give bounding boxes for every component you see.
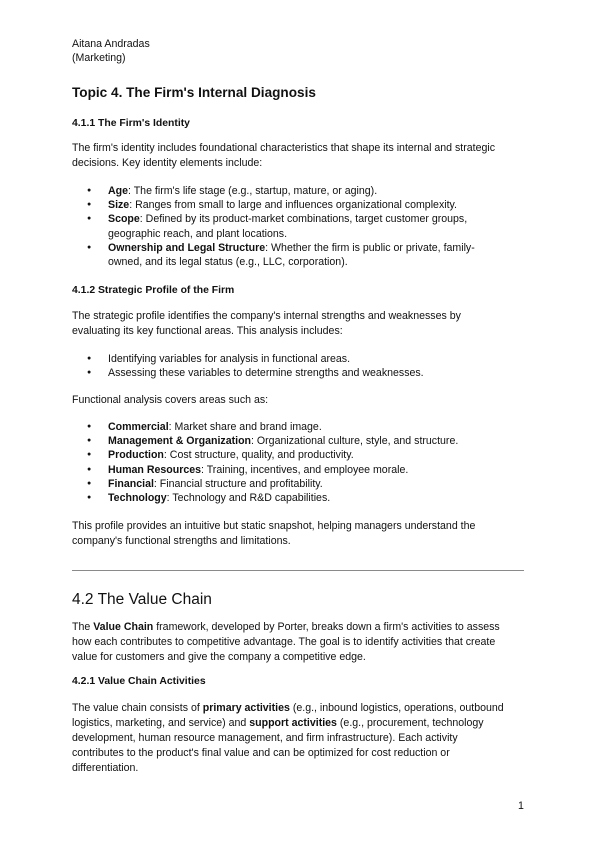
list-item: ● Identifying variables for analysis in functional areas. bbox=[72, 352, 528, 366]
list-item bbox=[72, 491, 528, 505]
item-text: : Defined by its product-market combinations, target customer groups, geographic reach, and plant locations. bbox=[108, 213, 468, 240]
list-item bbox=[72, 212, 494, 240]
course-label: (Marketing) bbox=[72, 52, 126, 64]
s42-para-line3: value for customers and give the company a competitive edge. bbox=[72, 651, 366, 663]
s421-line5: differentiation. bbox=[72, 762, 139, 774]
s421-line4: contributes to the product's final value and can be optimized for cost reduction or bbox=[72, 747, 450, 759]
s421-line2 bbox=[72, 716, 484, 730]
identity-list bbox=[72, 184, 528, 269]
section-4-2-title: 4.2 The Value Chain bbox=[72, 591, 212, 608]
topic-title: Topic 4. The Firm's Internal Diagnosis bbox=[72, 85, 316, 100]
item-text: : Financial structure and profitability. bbox=[153, 477, 323, 490]
item-term: Size bbox=[108, 199, 130, 212]
section-4-1-2-title: 4.1.2 Strategic Profile of the Firm bbox=[72, 285, 235, 296]
s412-intro-line1: The strategic profile identifies the company's internal strengths and weaknesses by bbox=[72, 310, 461, 322]
s412-intro-line2: evaluating its key functional areas. This analysis includes: bbox=[72, 325, 343, 337]
item-text: : Organizational culture, style, and structure. bbox=[251, 435, 459, 448]
list-item bbox=[72, 184, 528, 198]
text-run: The value chain consists of bbox=[72, 702, 203, 714]
functional-areas-list bbox=[72, 420, 528, 505]
list-item: ● Assessing these variables to determine strengths and weaknesses. bbox=[72, 366, 528, 380]
text-run: (e.g., procurement, technology bbox=[336, 717, 484, 729]
item-text: : Technology and R&D capabilities. bbox=[166, 492, 331, 505]
section-4-1-1-title: 4.1.1 The Firm's Identity bbox=[72, 118, 190, 129]
text-run: framework, developed by Porter, breaks down a firm's activities to assess bbox=[153, 621, 500, 633]
section-divider bbox=[72, 570, 524, 571]
author-name: Aitana Andradas bbox=[72, 38, 150, 50]
text-run-bold: support activities bbox=[249, 717, 337, 729]
section-4-2-1-title: 4.2.1 Value Chain Activities bbox=[72, 676, 206, 687]
list-item bbox=[72, 434, 528, 448]
text-run: The bbox=[72, 621, 94, 633]
list-item bbox=[72, 477, 528, 491]
item-term: Technology bbox=[108, 492, 167, 505]
closing-line2: company's functional strengths and limitations. bbox=[72, 535, 291, 547]
item-text: : Ranges from small to large and influences organizational complexity. bbox=[129, 199, 457, 212]
s421-line3: development, human resource management, and firm infrastructure). Each activity bbox=[72, 732, 458, 744]
s42-para-line1 bbox=[72, 620, 500, 634]
text-run: (e.g., inbound logistics, operations, outbound bbox=[289, 702, 504, 714]
item-term: Ownership and Legal Structure bbox=[108, 241, 266, 254]
item-term: Age bbox=[108, 185, 129, 197]
item-term: Management & Organization bbox=[108, 435, 252, 448]
s411-intro-line2: decisions. Key identity elements include: bbox=[72, 157, 263, 169]
s42-para-line2: how each contributes to competitive advantage. The goal is to identify activities that create bbox=[72, 636, 496, 648]
closing-line1: This profile provides an intuitive but static snapshot, helping managers understand the bbox=[72, 520, 476, 532]
text-run-bold: Value Chain bbox=[93, 621, 154, 633]
functional-intro: Functional analysis covers areas such as: bbox=[72, 394, 269, 406]
item-term: Production bbox=[108, 449, 164, 462]
item-text: : Training, incentives, and employee morale. bbox=[201, 463, 409, 476]
text-run: logistics, marketing, and service) and bbox=[72, 717, 250, 729]
item-text: : The firm's life stage (e.g., startup, mature, or aging). bbox=[128, 185, 378, 197]
item-term: Commercial bbox=[108, 421, 169, 433]
list-item bbox=[72, 420, 528, 434]
list-item bbox=[72, 198, 528, 212]
analysis-list bbox=[72, 352, 528, 380]
item-text: : Whether the firm is public or private, family-owned, and its legal status (e.g., LLC, corporation). bbox=[108, 241, 475, 269]
list-item bbox=[72, 448, 528, 462]
item-term: Human Resources bbox=[108, 463, 202, 476]
s411-intro-line1: The firm's identity includes foundational characteristics that shape its internal and strategic bbox=[72, 142, 496, 154]
s421-line1 bbox=[72, 701, 504, 715]
text-run-bold: primary activities bbox=[202, 702, 290, 714]
list-item bbox=[72, 463, 528, 477]
item-text: : Cost structure, quality, and productivity. bbox=[163, 449, 354, 462]
list-item bbox=[72, 241, 494, 269]
item-text: : Market share and brand image. bbox=[168, 421, 322, 433]
item-term: Scope bbox=[108, 213, 140, 226]
item-term: Financial bbox=[108, 477, 154, 490]
page-number: 1 bbox=[518, 800, 524, 812]
